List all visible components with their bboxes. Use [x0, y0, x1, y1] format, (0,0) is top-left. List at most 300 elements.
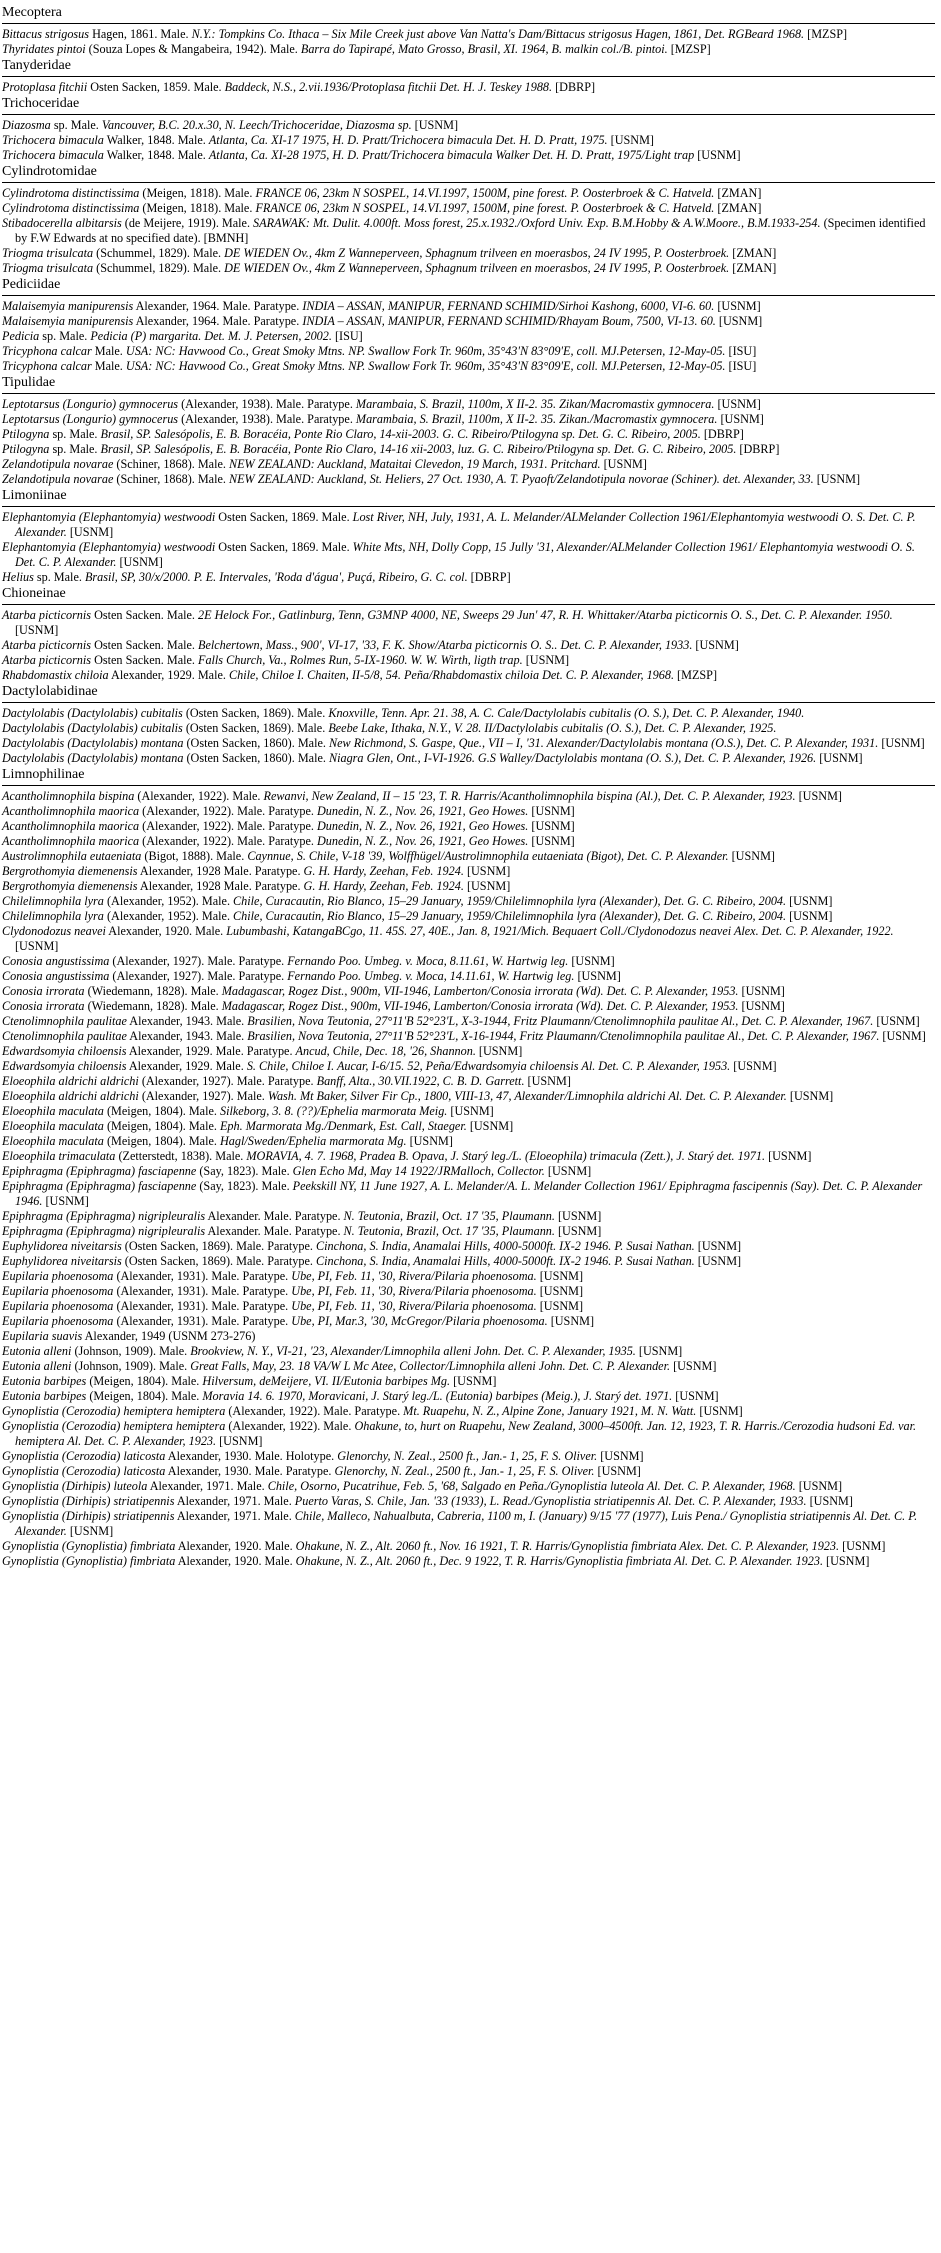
authority-text: (Meigen, 1818). Male.: [142, 201, 253, 215]
collection-code: [ZMAN]: [732, 261, 777, 275]
label-data: INDIA – ASSAN, MANIPUR, FERNAND SCHIMID/Sirhoi Kashong, 6000, VI-6. 60.: [302, 299, 715, 313]
species-name: Conosia angustissima: [2, 969, 110, 983]
species-name: Euphylidorea niveitarsis: [2, 1254, 122, 1268]
label-data: Knoxville, Tenn. Apr. 21. 38, A. C. Cale/Dactylolabis cubitalis (O. S.), Det. C. P. Alexander, 1940.: [328, 706, 805, 720]
section-heading: Tanyderidae: [2, 58, 71, 73]
specimen-record: [2, 1299, 935, 1314]
collection-code: [USNM]: [741, 999, 785, 1013]
species-name: Eutonia barbipes: [2, 1374, 87, 1388]
species-name: Edwardsomyia chiloensis: [2, 1044, 127, 1058]
collection-code: [USNM]: [798, 1479, 843, 1493]
specimen-record: [2, 329, 935, 344]
collection-code: [USNM]: [768, 1149, 812, 1163]
label-data: Marambaia, S. Brazil, 1100m, X II-2. 35. Zikan/Macromastix gymnocera.: [355, 397, 715, 411]
specimen-record: [2, 1479, 935, 1494]
collection-code: [USNM]: [842, 1539, 886, 1553]
species-name: Acantholimnophila maorica: [2, 819, 140, 833]
label-data: Hilversum, deMeijere, VI. II/Eutonia barbipes Mg.: [202, 1374, 451, 1388]
authority-text: Male.: [94, 344, 123, 358]
authority-text: Alexander, 1930. Male. Paratype.: [167, 1464, 332, 1478]
specimen-record: [2, 1089, 935, 1104]
label-data: Glen Echo Md, May 14 1922/JRMalloch, Collector.: [292, 1164, 545, 1178]
label-data: Mt. Ruapehu, N. Z., Alpine Zone, January 1921, M. N. Watt.: [403, 1404, 697, 1418]
specimen-record: [2, 148, 935, 163]
label-data: New Richmond, S. Gaspe, Que., VII – I, '31. Alexander/Dactylolabis montana (O.S.), Det. C. P. Alexander, 1931.: [328, 736, 879, 750]
collection-code: [USNM]: [525, 653, 570, 667]
collection-code: [USNM]: [469, 1119, 514, 1133]
label-data: Atlanta, Ca. XI-17 1975, H. D. Pratt/Trichocera bimacula Det. H. D. Pratt, 1975.: [208, 133, 608, 147]
species-name: Rhabdomastix chiloia: [2, 668, 109, 682]
collection-code: [USNM]: [819, 751, 863, 765]
specimen-record: [2, 924, 935, 954]
taxon-section: [2, 374, 935, 487]
label-data: Brasilien, Nova Teutonia, 27°11'B 52°23'L, X-16-1944, Fritz Plaumann/Ctenolimnophila paulitae Al., Det. C. P. Alexander, 1967.: [247, 1029, 880, 1043]
specimen-record: [2, 80, 935, 95]
section-heading: Trichoceridae: [2, 96, 80, 111]
label-data: Ohakune, N. Z., Alt. 2060 ft., Nov. 16 1921, T. R. Harris/Gynoplistia fimbriata Alex. Det. C. P. Alexander, 1923.: [295, 1539, 840, 1553]
collection-code: [USNM]: [876, 1014, 920, 1028]
label-data: Great Falls, May, 23. 18 VA/W L Mc Atee, Collector/Limnophila alleni John. Det. C. P. Alexander.: [190, 1359, 671, 1373]
species-name: Eloeophila maculata: [2, 1119, 104, 1133]
species-name: Bittacus strigosus: [2, 27, 90, 41]
label-data: 2E Helock For., Gatlinburg, Tenn, G3MNP 4000, NE, Sweeps 29 Jun' 47, R. H. Whittaker/Atarba picticornis O. S., Det. C. P. Alexander. 1950.: [198, 608, 893, 622]
label-data: N. Teutonia, Brazil, Oct. 17 '35, Plaumann.: [343, 1209, 555, 1223]
authority-text: (Alexander, 1938). Male. Paratype.: [181, 397, 353, 411]
label-data: Cinchona, S. India, Anamalai Hills, 4000-5000ft. IX-2 1946. P. Susai Nathan.: [316, 1254, 695, 1268]
authority-text: (Schummel, 1829). Male.: [96, 261, 222, 275]
authority-text: Alexander. Male. Paratype.: [207, 1224, 341, 1238]
species-name: Gynoplistia (Cerozodia) hemiptera hemiptera: [2, 1404, 226, 1418]
label-data: Glenorchy, N. Zeal., 2500 ft., Jan.- 1, 25, F. S. Oliver.: [337, 1449, 598, 1463]
species-name: Leptotarsus (Longurio) gymnocerus: [2, 412, 179, 426]
species-name: Helius: [2, 570, 34, 584]
authority-text: (Alexander, 1952). Male.: [106, 909, 230, 923]
taxon-section: [2, 487, 935, 585]
collection-code: [USNM]: [600, 1449, 644, 1463]
label-data: USA: NC: Havwood Co., Great Smoky Mtns. NP. Swallow Fork Tr. 960m, 35°43'N 83°09'E, coll. MJ.Petersen, 12-May-05.: [125, 359, 726, 373]
specimen-record: [2, 540, 935, 570]
collection-code: [USNM]: [741, 984, 785, 998]
specimen-record: [2, 1134, 935, 1149]
species-name: Conosia irrorata: [2, 999, 85, 1013]
authority-text: Alexander, 1929. Male.: [128, 1059, 244, 1073]
species-name: Dactylolabis (Dactylolabis) montana: [2, 736, 184, 750]
specimen-record: [2, 608, 935, 638]
specimen-record: [2, 1539, 935, 1554]
specimen-record: [2, 1014, 935, 1029]
label-data: Belchertown, Mass., 900', VI-17, '33, F. K. Show/Atarba picticornis O. S.. Det. C. P. Alexander, 1933.: [198, 638, 693, 652]
authority-text: (Alexander, 1922). Male. Paratype.: [142, 834, 314, 848]
collection-code: [USNM]: [547, 1164, 592, 1178]
authority-text: (Alexander, 1922). Male. Paratype.: [228, 1404, 401, 1418]
label-data: Eph. Marmorata Mg./Denmark, Est. Call, Staeger.: [219, 1119, 467, 1133]
collection-code: [USNM]: [697, 148, 741, 162]
section-divider: [2, 114, 935, 115]
label-data: Ancud, Chile, Dec. 18, '26, Shannon.: [295, 1044, 476, 1058]
collection-code: [USNM]: [809, 1494, 853, 1508]
collection-code: [USNM]: [717, 299, 761, 313]
specimen-record: [2, 1314, 935, 1329]
species-name: Gynoplistia (Dirhipis) luteola: [2, 1479, 148, 1493]
section-divider: [2, 76, 935, 77]
species-name: Gynoplistia (Cerozodia) hemiptera hemiptera: [2, 1419, 226, 1433]
authority-text: Alexander, 1920. Male.: [177, 1554, 293, 1568]
collection-code: [USNM]: [597, 1464, 641, 1478]
specimen-record: [2, 1494, 935, 1509]
specimen-record: [2, 1074, 935, 1089]
collection-code: [ISU]: [334, 329, 363, 343]
collection-code: [USNM]: [695, 638, 739, 652]
specimen-record: [2, 1044, 935, 1059]
label-data: Ube, PI, Feb. 11, '30, Rivera/Pilaria phoenosoma.: [291, 1299, 537, 1313]
collection-code: [USNM]: [717, 397, 761, 411]
specimen-record: [2, 1389, 935, 1404]
authority-text: (Meigen, 1804). Male.: [106, 1134, 217, 1148]
authority-text: Osten Sacken. Male.: [94, 608, 195, 622]
authority-text: (Schiner, 1868). Male.: [116, 457, 226, 471]
specimen-record: [2, 457, 935, 472]
specimen-record: [2, 299, 935, 314]
authority-text: (Osten Sacken, 1860). Male.: [186, 751, 326, 765]
authority-text: sp. Male.: [42, 329, 88, 343]
authority-text: (Alexander, 1938). Male. Paratype.: [181, 412, 353, 426]
authority-text: Alexander, 1920. Male.: [108, 924, 224, 938]
collection-code: [USNM]: [119, 555, 163, 569]
specimen-record: [2, 427, 935, 442]
specimen-record: [2, 1359, 935, 1374]
authority-text: (Alexander, 1931). Male. Paratype.: [116, 1284, 289, 1298]
authority-text: sp. Male.: [52, 442, 98, 456]
specimen-record: [2, 1119, 935, 1134]
collection-code: [USNM]: [15, 939, 59, 953]
specimen-record: [2, 653, 935, 668]
label-data: Ohakune, N. Z., Alt. 2060 ft., Dec. 9 1922, T. R. Harris/Gynoplistia fimbriata Al. Det. C. P. Alexander. 1923.: [295, 1554, 823, 1568]
specimen-record: [2, 133, 935, 148]
collection-code: [USNM]: [610, 133, 654, 147]
specimen-record: [2, 118, 935, 133]
authority-text: Male.: [94, 359, 123, 373]
label-data: Brasil, SP. Salesópolis, E. B. Boracéia, Ponte Rio Claro, 14-xii-2003. G. C. Ribeiro/Ptilogyna sp. Det. G. C. Ribeiro, 2005.: [100, 427, 701, 441]
specimen-record: [2, 359, 935, 374]
authority-text: (Alexander, 1931). Male. Paratype.: [116, 1269, 289, 1283]
label-data: MORAVIA, 4. 7. 1968, Pradea B. Opava, J. Starý leg./L. (Eloeophila) trimacula (Zett.), J. Starý det. 1971.: [246, 1149, 766, 1163]
species-name: Pedicia: [2, 329, 40, 343]
species-name: Acantholimnophila maorica: [2, 834, 140, 848]
section-heading: Limoniinae: [2, 488, 67, 503]
section-heading: Tipulidae: [2, 375, 56, 390]
label-data: Chile, Osorno, Pucatrihue, Feb. 5, '68, Salgado en Peña./Gynoplistia luteola Al. Det. C. P. Alexander, 1968.: [267, 1479, 796, 1493]
specimen-record: [2, 706, 935, 721]
species-name: Eloeophila trimaculata: [2, 1149, 116, 1163]
authority-text: Alexander, 1943. Male.: [129, 1014, 245, 1028]
specimen-record: [2, 472, 935, 487]
species-name: Triogma trisulcata: [2, 246, 94, 260]
collection-code: [USNM]: [531, 834, 575, 848]
section-divider: [2, 785, 935, 786]
specimen-record: [2, 1029, 935, 1044]
label-data: Cinchona, S. India, Anamalai Hills, 4000-5000ft. IX-2 1946. P. Susai Nathan.: [316, 1239, 695, 1253]
specimen-record: [2, 984, 935, 999]
species-name: Zelandotipula novarae: [2, 472, 114, 486]
collection-code: [USNM]: [466, 864, 511, 878]
authority-text: Alexander, 1930. Male. Holotype.: [167, 1449, 335, 1463]
authority-text: (Schummel, 1829). Male.: [96, 246, 222, 260]
specimen-record: [2, 442, 935, 457]
collection-code: [USNM]: [539, 1269, 584, 1283]
collection-code: [MZSP]: [807, 27, 848, 41]
label-data: Puerto Varas, S. Chile, Jan. '33 (1933), L. Read./Gynoplistia striatipennis Al. Det. C. P. Alexander, 1933.: [294, 1494, 807, 1508]
authority-text: (Alexander, 1931). Male. Paratype.: [116, 1299, 289, 1313]
species-name: Eloeophila aldrichi aldrichi: [2, 1074, 139, 1088]
label-data: Banff, Alta., 30.VII.1922, C. B. D. Garrett.: [316, 1074, 525, 1088]
label-data: Lost River, NH, July, 1931, A. L. Melander/ALMelander Collection 1961/Elephantomyia westwoodi O. S. Det. C. P. Alexander.: [15, 510, 916, 539]
species-name: Bergrothomyia diemenensis: [2, 879, 138, 893]
authority-text: sp. Male.: [52, 427, 98, 441]
species-name: Eupilaria phoenosoma: [2, 1269, 114, 1283]
species-name: Eupilaria phoenosoma: [2, 1314, 114, 1328]
collection-code: [USNM]: [789, 1089, 834, 1103]
label-data: Vancouver, B.C. 20.x.30, N. Leech/Trichoceridae, Diazosma sp.: [101, 118, 412, 132]
authority-text: Osten Sacken, 1869. Male.: [218, 510, 350, 524]
collection-code: [DBRP]: [703, 427, 744, 441]
species-name: Eutonia alleni: [2, 1344, 72, 1358]
specimen-record: [2, 736, 935, 751]
collection-code: [ISU]: [728, 359, 757, 373]
label-data: Brookview, N. Y., VI-21, '23, Alexander/Limnophila alleni John. Det. C. P. Alexander, 1935.: [190, 1344, 636, 1358]
collection-code: [USNM]: [697, 1239, 742, 1253]
specimen-record: [2, 1404, 935, 1419]
authority-text: (Osten Sacken, 1869). Male. Paratype.: [124, 1239, 313, 1253]
specimen-record: [2, 1254, 935, 1269]
collection-code: [USNM]: [531, 819, 575, 833]
species-name: Gynoplistia (Gynoplistia) fimbriata: [2, 1554, 176, 1568]
authority-text: (Alexander, 1922). Male. Paratype.: [142, 804, 314, 818]
label-data: Chile, Curacautin, Rio Blanco, 15–29 January, 1959/Chilelimnophila lyra (Alexander), Det. G. C. Ribeiro, 2004.: [233, 909, 787, 923]
authority-text: Hagen, 1861. Male.: [92, 27, 189, 41]
species-name: Cylindrotoma distinctissima: [2, 186, 140, 200]
specimen-record: [2, 510, 935, 540]
authority-text: (Alexander, 1927). Male. Paratype.: [112, 954, 285, 968]
specimen-record: [2, 1224, 935, 1239]
label-data: Lubumbashi, KatangaBCgo, 11. 45S. 27, 40E., Jan. 8, 1921/Mich. Bequaert Coll./Clydonodozus neavei Alex. Det. C. P. Alexander, 1922.: [226, 924, 894, 938]
species-name: Malaisemyia manipurensis: [2, 314, 134, 328]
species-name: Eupilaria suavis: [2, 1329, 83, 1343]
label-data: Fernando Poo. Umbeg. v. Moca, 8.11.61, W. Hartwig leg.: [287, 954, 569, 968]
specimen-record: [2, 1059, 935, 1074]
species-name: Acantholimnophila maorica: [2, 804, 140, 818]
collection-code: [USNM]: [638, 1344, 683, 1358]
authority-text: Alexander, 1928 Male. Paratype.: [139, 879, 301, 893]
authority-text: (Alexander, 1927). Male. Paratype.: [141, 1074, 314, 1088]
authority-text: Alexander, 1964. Male. Paratype.: [135, 314, 300, 328]
label-data: G. H. Hardy, Zeehan, Feb. 1924.: [303, 864, 464, 878]
label-data: Ohakune, to, hurt on Ruapehu, New Zealand, 3000–4500ft. Jan. 12, 1923, T. R. Harris./Cerozodia hudsoni Ed. var. hemiptera Al. Det. C. P. Alexander, 1923.: [15, 1419, 917, 1448]
specimen-record: [2, 1179, 935, 1209]
collection-code: [USNM]: [453, 1374, 497, 1388]
collection-code: [USNM]: [882, 1029, 926, 1043]
collection-code: [USNM]: [577, 969, 621, 983]
specimen-record: [2, 186, 935, 201]
collection-code: [USNM]: [789, 909, 833, 923]
authority-text: (Johnson, 1909). Male.: [74, 1359, 188, 1373]
authority-text: Alexander, 1920. Male.: [177, 1539, 293, 1553]
collection-code: [USNM]: [539, 1284, 584, 1298]
species-name: Epiphragma (Epiphragma) fasciapenne: [2, 1164, 197, 1178]
specimen-record: [2, 789, 935, 804]
authority-text: Alexander. Male. Paratype.: [207, 1209, 341, 1223]
species-name: Dactylolabis (Dactylolabis) cubitalis: [2, 706, 183, 720]
authority-text: (Osten Sacken, 1869). Male.: [185, 721, 326, 735]
authority-text: (Schiner, 1868). Male.: [116, 472, 226, 486]
authority-text: (Meigen, 1818). Male.: [142, 186, 253, 200]
collection-code: [USNM]: [539, 1299, 584, 1313]
label-data: N.Y.: Tompkins Co. Ithaca – Six Mile Creek just above Van Natta's Dam/Bittacus strigosus Hagen, 1861, Det. RGBeard 1968.: [191, 27, 805, 41]
authority-text: Alexander, 1949 (USNM 273-276): [84, 1329, 256, 1343]
section-divider: [2, 702, 935, 703]
collection-code: [MZSP]: [670, 42, 711, 56]
collection-code: [ZMAN]: [717, 201, 762, 215]
collection-code: [USNM]: [527, 1074, 571, 1088]
collection-code: [USNM]: [69, 1524, 114, 1538]
specimen-record: [2, 1464, 935, 1479]
taxon-section: [2, 95, 935, 163]
collection-code: [USNM]: [673, 1359, 717, 1373]
authority-text: Osten Sacken. Male.: [94, 638, 195, 652]
authority-text: (Alexander, 1927). Male.: [141, 1089, 265, 1103]
collection-code: [USNM]: [733, 1059, 777, 1073]
species-name: Clydonodozus neavei: [2, 924, 106, 938]
authority-text: Osten Sacken. Male.: [94, 653, 195, 667]
taxon-section: [2, 57, 935, 95]
species-name: Epiphragma (Epiphragma) fasciapenne: [2, 1179, 197, 1193]
species-name: Gynoplistia (Cerozodia) laticosta: [2, 1449, 166, 1463]
collection-code: [USNM]: [826, 1554, 870, 1568]
species-name: Zelandotipula novarae: [2, 457, 114, 471]
specimen-record: [2, 721, 935, 736]
label-data: Atlanta, Ca. XI-28 1975, H. D. Pratt/Trichocera bimacula Walker Det. H. D. Pratt, 1975/Light trap: [208, 148, 695, 162]
collection-code: [USNM]: [699, 1404, 743, 1418]
label-data: Brasil, SP. Salesópolis, E. B. Boracéia, Ponte Rio Claro, 14-16 xii-2003, luz. G. C. Ribeiro/Ptilogyna sp. Det. G. C. Ribeiro, 2005.: [100, 442, 737, 456]
specimen-record: [2, 27, 935, 42]
species-name: Ptilogyna: [2, 442, 50, 456]
species-name: Dactylolabis (Dactylolabis) cubitalis: [2, 721, 183, 735]
species-name: Conosia angustissima: [2, 954, 110, 968]
specimen-record: [2, 879, 935, 894]
collection-code: (Specimen identified by F.W Edwards at no specified date). [BMNH]: [15, 216, 926, 245]
label-data: Caynnue, S. Chile, V-18 '39, Wolffhügel/Austrolimnophila eutaeniata (Bigot), Det. C. P. Alexander.: [247, 849, 729, 863]
species-name: Ctenolimnophila paulitae: [2, 1014, 127, 1028]
label-data: Chile, Chiloe I. Chaiten, II-5/8, 54. Peña/Rhabdomastix chiloia Det. C. P. Alexander, 1968.: [228, 668, 674, 682]
label-data: Wash. Mt Baker, Silver Fir Cp., 1800, VIII-13, 47, Alexander/Limnophila aldrichi Al. Det. C. P. Alexander.: [267, 1089, 787, 1103]
authority-text: (de Meijere, 1919). Male.: [124, 216, 250, 230]
authority-text: (Wiedemann, 1828). Male.: [87, 999, 219, 1013]
authority-text: (Osten Sacken, 1869). Male. Paratype.: [124, 1254, 313, 1268]
collection-code: [USNM]: [720, 412, 764, 426]
collection-code: [USNM]: [571, 954, 615, 968]
collection-code: [DBRP]: [555, 80, 596, 94]
collection-code: [MZSP]: [677, 668, 718, 682]
specimen-record: [2, 261, 935, 276]
specimen-record: [2, 246, 935, 261]
specimen-record: [2, 894, 935, 909]
specimen-record: [2, 819, 935, 834]
authority-text: (Alexander, 1931). Male. Paratype.: [116, 1314, 289, 1328]
collection-code: [USNM]: [881, 736, 925, 750]
specimen-record: [2, 570, 935, 585]
authority-text: Alexander, 1929. Male.: [111, 668, 226, 682]
section-divider: [2, 23, 935, 24]
specimen-record: [2, 1554, 935, 1569]
specimen-record: [2, 804, 935, 819]
collection-code: [USNM]: [798, 789, 842, 803]
specimen-record: [2, 1209, 935, 1224]
label-data: FRANCE 06, 23km N SOSPEL, 14.VI.1997, 1500M, pine forest. P. Oosterbroek & C. Hatveld.: [255, 201, 715, 215]
specimen-record: [2, 999, 935, 1014]
authority-text: Alexander, 1964. Male. Paratype.: [135, 299, 300, 313]
species-name: Thyridates pintoi: [2, 42, 86, 56]
section-divider: [2, 182, 935, 183]
label-data: Chile, Curacautin, Rio Blanco, 15–29 January, 1959/Chilelimnophila lyra (Alexander), Det. G. C. Ribeiro, 2004.: [233, 894, 787, 908]
label-data: FRANCE 06, 23km N SOSPEL, 14.VI.1997, 1500M, pine forest. P. Oosterbroek & C. Hatveld.: [255, 186, 715, 200]
specimen-record: [2, 216, 935, 246]
collection-code: [ZMAN]: [732, 246, 777, 260]
authority-text: sp. Male.: [36, 570, 82, 584]
authority-text: (Meigen, 1804). Male.: [106, 1119, 217, 1133]
specimen-record: [2, 1419, 935, 1449]
collection-code: [USNM]: [219, 1434, 263, 1448]
authority-text: (Meigen, 1804). Male.: [89, 1389, 200, 1403]
collection-code: [USNM]: [718, 314, 763, 328]
specimen-record: [2, 1344, 935, 1359]
species-name: Trichocera bimacula: [2, 133, 104, 147]
label-data: Brasil, SP, 30/x/2000. P. E. Intervales, 'Roda d'água', Puçá, Ribeiro, G. C. col.: [84, 570, 468, 584]
species-name: Cylindrotoma distinctissima: [2, 201, 140, 215]
section-heading: Cylindrotomidae: [2, 164, 97, 179]
label-data: Barra do Tapirapé, Mato Grosso, Brasil, XI. 1964, B. malkin col./B. pintoi.: [300, 42, 668, 56]
section-heading: Dactylolabidinae: [2, 684, 98, 699]
species-name: Euphylidorea niveitarsis: [2, 1239, 122, 1253]
label-data: White Mts, NH, Dolly Copp, 15 Jully '31, Alexander/ALMelander Collection 1961/ Elephantomyia westwoodi O. S. Det. C. P. Alexander.: [15, 540, 915, 569]
specimen-record: [2, 344, 935, 359]
collection-code: [ZMAN]: [717, 186, 762, 200]
collection-code: [USNM]: [557, 1224, 602, 1238]
section-heading: Mecoptera: [2, 5, 62, 20]
species-name: Chilelimnophila lyra: [2, 909, 104, 923]
specimen-record: [2, 397, 935, 412]
specimen-record: [2, 1269, 935, 1284]
collection-code: [DBRP]: [739, 442, 780, 456]
collection-code: [USNM]: [531, 804, 575, 818]
authority-text: (Zetterstedt, 1838). Male.: [118, 1149, 244, 1163]
species-name: Eloeophila maculata: [2, 1104, 104, 1118]
species-name: Atarba picticornis: [2, 638, 92, 652]
label-data: Ube, PI, Mar.3, '30, McGregor/Pilaria phoenosoma.: [291, 1314, 548, 1328]
section-heading: Pediciidae: [2, 277, 61, 292]
section-heading: Limnophilinae: [2, 767, 85, 782]
specimen-record: [2, 1164, 935, 1179]
species-name: Gynoplistia (Cerozodia) laticosta: [2, 1464, 166, 1478]
authority-text: (Meigen, 1804). Male.: [89, 1374, 200, 1388]
authority-text: Alexander, 1971. Male.: [176, 1494, 292, 1508]
authority-text: Alexander, 1929. Male. Paratype.: [128, 1044, 293, 1058]
collection-code: [USNM]: [731, 849, 775, 863]
specimen-record: [2, 834, 935, 849]
specimen-record: [2, 412, 935, 427]
collection-code: [USNM]: [478, 1044, 523, 1058]
label-data: Silkeborg, 3. 8. (??)/Ephelia marmorata Meig.: [219, 1104, 448, 1118]
species-name: Trichocera bimacula: [2, 148, 104, 162]
authority-text: Alexander, 1928 Male. Paratype.: [139, 864, 301, 878]
